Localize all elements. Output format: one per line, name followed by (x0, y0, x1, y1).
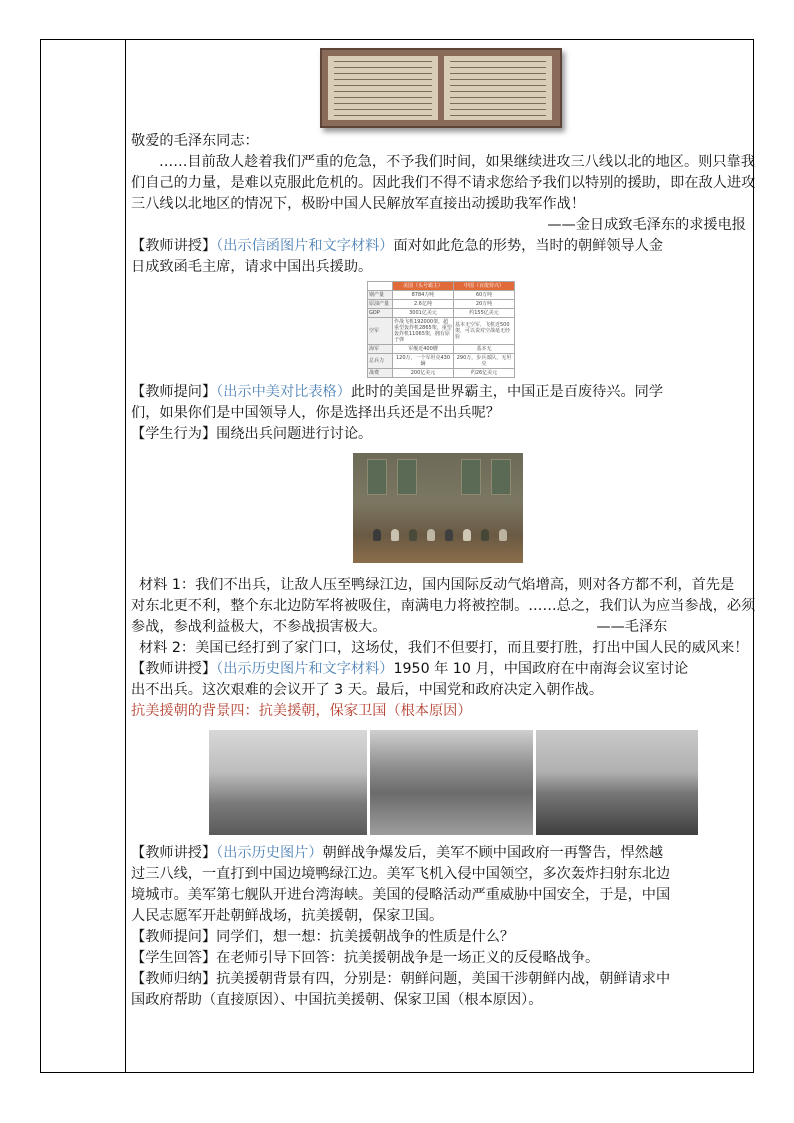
letter-body-line: 三八线以北地区的情况下，极盼中国人民解放军直接出动援助我军作战！ (131, 196, 586, 212)
material-1: 对东北更不利，整个东北边防军将被吸住，南满电力将被控制。……总之，我们认为应当参战，必须 (131, 598, 756, 614)
section-text: 人民志愿军开赴朝鲜战场，抗美援朝，保家卫国。 (131, 908, 444, 924)
section-tag: 【学生回答】 (131, 950, 217, 966)
column-divider (125, 39, 126, 1073)
section-text: 在老师引导下回答：抗美援朝战争是一场正义的反侵略战争。 (216, 950, 600, 966)
table-row: 总兵力 120万，一个军坦克430辆 290万，步兵部队，无坦克 (368, 354, 515, 369)
section-text: 抗美援朝背景有四，分别是：朝鲜问题，美国干涉朝鲜内战，朝鲜请求中 (216, 971, 671, 987)
section-tag: 【教师讲授】 (131, 845, 217, 861)
letter-salutation: 敬爱的毛泽东同志： (131, 133, 259, 149)
letter-page-right (444, 56, 552, 120)
material-2: 材料 2：美国已经打到了家门口，这场仗，我们不但要打，而且要打胜，打出中国人民的威风来！ (139, 640, 749, 656)
teacher-ask-2 (131, 927, 746, 948)
section-text: 境城市。美军第七舰队开进台湾海峡。美国的侵略活动严重威胁中国安全，于是，中国 (131, 887, 671, 903)
section-tag: 【学生行为】 (131, 426, 217, 442)
teacher-explain-2 (131, 659, 746, 680)
section-tag: 【教师提问】 (131, 929, 217, 945)
material-1-source: ——毛泽东 (596, 619, 668, 635)
meeting-photo (353, 453, 523, 563)
section-tag: 【教师提问】 (131, 384, 217, 400)
table-header-cell (368, 282, 393, 291)
table-row: 空军 作战飞机192000架，超重型轰炸机2865架，重型轰炸机11065架，拥有原子弹 基本无空军，飞机近500架，可以说对空战毫无经验 (368, 318, 515, 345)
background-four-heading: 抗美援朝的背景四：抗美援朝，保家卫国（根本原因） (131, 703, 472, 719)
teacher-explain-1 (131, 236, 746, 257)
table-row: 钢产量 8784万吨 60万吨 (368, 291, 515, 300)
teacher-ask-1 (131, 382, 746, 403)
student-action (131, 424, 746, 445)
section-text: 此时的美国是世界霸主，中国正是百废待兴。同学 (350, 384, 664, 400)
letter-photo (320, 48, 562, 128)
table-row: 海军 军舰近400艘 基本无 (368, 345, 515, 354)
section-tag: 【教师讲授】 (131, 661, 217, 677)
student-answer (131, 948, 746, 969)
teacher-explain-3 (131, 843, 746, 864)
us-china-comparison-table (367, 281, 515, 378)
section-text: 国政府帮助（直接原因）、中国抗美援朝、保家卫国（根本原因）。 (131, 992, 543, 1008)
letter-body-line: ……目前敌人趁着我们严重的危急，不予我们时间，如果继续进攻三八线以北的地区。则只靠我 (159, 154, 755, 170)
section-text: 围绕出兵问题进行讨论。 (216, 426, 373, 442)
section-text: 日成致函毛主席，请求中国出兵援助。 (131, 259, 373, 275)
section-text: 们，如果你们是中国领导人，你是选择出兵还是不出兵呢？ (131, 405, 500, 421)
war-photos (209, 730, 746, 835)
material-1-last: 参战，参战利益极大，不参战损害极大。 ——毛泽东 (131, 619, 668, 635)
section-tag: 【教师归纳】 (131, 971, 217, 987)
table-row: 战费 200亿美元 约26亿美元 (368, 369, 515, 378)
section-text: 出不出兵。这次艰难的会议开了 3 天。最后，中国党和政府决定入朝作战。 (131, 682, 604, 698)
section-text: 面对如此危急的形势，当时的朝鲜领导人金 (393, 238, 664, 254)
letter-body-line: 们自己的力量，是难以克服此危机的。因此我们不得不请求您给予我们以特别的援助，即在敌人进攻 (131, 175, 756, 191)
letter-source: ——金日成致毛泽东的求援电报 (547, 217, 746, 233)
lesson-content (131, 48, 756, 1011)
material-1: 材料 1：我们不出兵，让敌人压至鸭绿江边，国内国际反动气焰增高，则对各方都不利，首先是 (139, 577, 735, 593)
teacher-summary (131, 969, 746, 990)
letter-page-left (328, 56, 438, 120)
section-note: （出示历史图片和文字材料） (216, 661, 394, 677)
soldiers-photo (209, 730, 367, 835)
section-text: 过三八线，一直打到中国边境鸭绿江边。美军飞机入侵中国领空，多次轰炸扫射东北边 (131, 866, 671, 882)
table-header-cell: 中国（百废待兴） (454, 282, 515, 291)
section-note: （出示信函图片和文字材料） (216, 238, 394, 254)
section-tag: 【教师讲授】 (131, 238, 217, 254)
fleet-photo (536, 730, 698, 835)
bombed-city-photo (370, 730, 533, 835)
section-note: （出示历史图片） (216, 845, 323, 861)
section-text: 1950 年 10 月，中国政府在中南海会议室讨论 (393, 661, 689, 677)
section-note: （出示中美对比表格） (216, 384, 351, 400)
table-row: GDP 3001亿美元 约155亿美元 (368, 309, 515, 318)
table-header-cell: 美国（头号霸主） (393, 282, 454, 291)
section-text: 朝鲜战争爆发后，美军不顾中国政府一再警告，悍然越 (322, 845, 664, 861)
table-row: 原油产量 2.6亿吨 20万吨 (368, 300, 515, 309)
section-text: 同学们，想一想：抗美援朝战争的性质是什么？ (216, 929, 515, 945)
